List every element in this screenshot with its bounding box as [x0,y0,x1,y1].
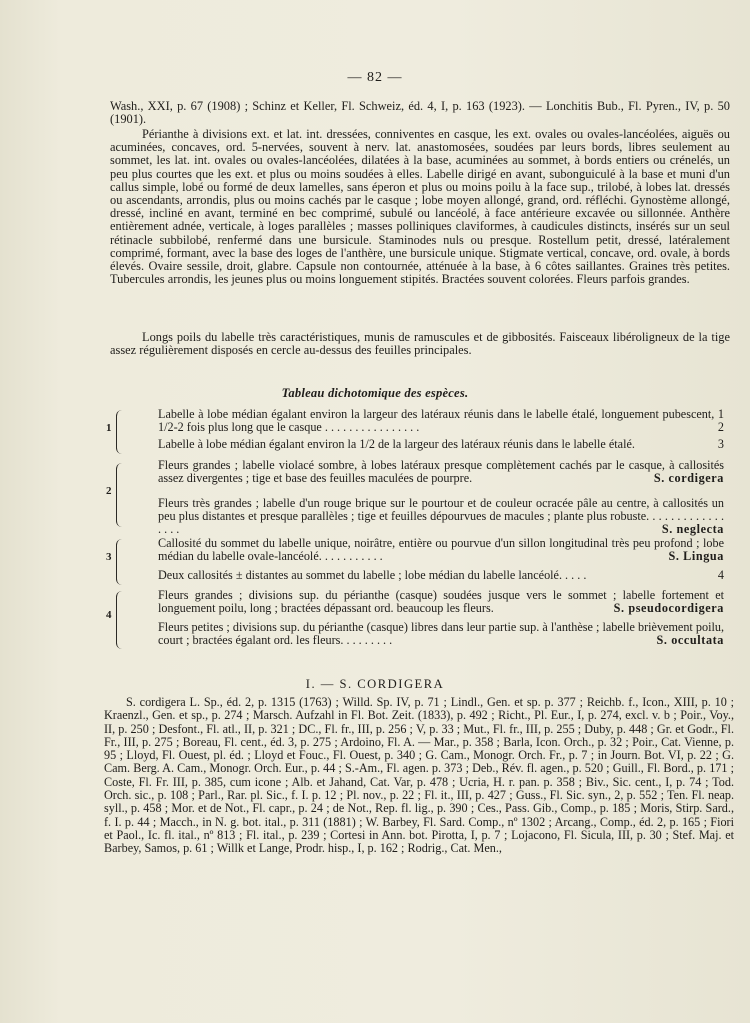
key-brace [116,410,123,454]
key-line [158,569,724,582]
key-brace [116,463,123,527]
key-line [158,497,724,535]
key-line-result: S. cordigera [653,470,724,485]
key-line-result: 2 [717,419,724,434]
key-line-text: Fleurs grandes ; divisions sup. du périanthe (casque) soudées jusque vers le sommet ; labelle fortement et longuement poilu, long ; bractées dépassant ord. beaucoup les fleurs. [158,588,724,615]
genus-description: Périanthe à divisions ext. et lat. int. dressées, conniventes en casque, les ext. ovales ou ovales-lancéolées, aiguës ou acuminées, concaves, ord. 5-nervées, souvent à nerv. lat. anastomosées, soudées par leurs bords, libres seulement au sommet, les lat. int. ovales ou ovales-lancéolées, dilatées à la base, acuminées au sommet, à bords entiers ou crénelés, un peu plus courtes que les ext. et plus ou moins soudées à elles. Labelle dirigé en avant, subonguiculé à la base et muni d'un callus simple, lobé ou formé de deux lamelles, sans éperon et plus ou moins poilu à la face sup., trilobé, à lobes lat. dressés ou ascendants, arrondis, plus ou moins cachés par le casque ; lobe moyen allongé, grand, ord. réfléchi. Gynostème allongé, dressé, incliné en avant, terminé en bec comprimé, subulé ou lancéolé, à face antérieure excavée ou sillonnée. Anthère entièrement adnée, verticale, à loges parallèles ; masses polliniques claviformes, à caudicules distincts, insérés sur un seul rétinacle subbilobé, renfermé dans une bursicule. Staminodes nuls ou presque. Rostellum petit, dressé, latéralement comprimé, formant, avec la base des loges de l'anthère, une bursicule unique. Stigmate vertical, concave, ord. ovale, à bords élevés. Ovaire sessile, droit, glabre. Capsule non contournée, atténuée à la base, à 6 côtes saillantes. Graines très petites. Tubercules arrondis, les jeunes plus ou moins longuement stipités. Bractées souvent colorées. Fleurs parfois grandes. [110,128,730,287]
key-line [158,438,724,451]
key-brace [116,539,123,585]
species-bibliography: S. cordigera L. Sp., éd. 2, p. 1315 (1763) ; Willd. Sp. IV, p. 71 ; Lindl., Gen. et sp. p. 377 ; Reichb. f., Icon., XIII, p. 10 ; Kraenzl., Gen. et sp., p. 274 ; Marsch. Aufzahl in Fl. Bot. Zeit. (1833), p. 492 ; Richt., Pl. Eur., I, p. 274, excl. v. b ; Poir., Voy., II, p. 250 ; Desfont., Fl. atl., II, p. 321 ; DC., Fl. fr., III, p. 256 ; V, p. 33 ; Mut., Fl. fr., III, p. 255 ; Duby, p. 448 ; Gr. et Godr., Fl. Fr., III, p. 275 ; Boreau, Fl. cent., éd. 3, p. 275 ; Ardoino, Fl. A. — Mar., p. 358 ; Barla, Icon. Orch., p. 32 ; Poir., Cat. Vienne, p. 95 ; Lloyd, Fl. Ouest, pl. éd. ; Lloyd et Fouc., Fl. Ouest, p. 340 ; G. Cam., Monogr. Orch. Fr., p. 7 ; in Journ. Bot. VI, p. 22 ; G. Cam. Berg. A. Cam., Monogr. Orch. Eur., p. 44 ; S.-Am., Fl. agen. p. 373 ; Deb., Rév. fl. agen., p. 520 ; Guill., Fl. Bord., p. 171 ; Coste, Fl. Fr. III, p. 385, cum icone ; Alb. et Jahand, Cat. Var, p. 478 ; Ucria, H. r. pan. p. 358 ; Biv., Sic. cent., I, p. 74 ; Tod. Orch. sic., p. 108 ; Parl., Rar. pl. Sic., f. I. p. 12 ; Pl. nov., p. 22 ; Fl. it., III, p. 427 ; Guss., Fl. Sic. syn., 2, p. 552 ; Ten. Fl. neap. syll., p. 458 ; Mor. et de Not., Fl. capr., p. 24 ; de Not., Rep. fl. lig., p. 390 ; Ces., Pass. Gib., Comp., p. 185 ; Moris, Stirp. Sard., f. I. p. 44 ; Macch., in N. g. bot. ital., p. 311 (1881) ; W. Barbey, Fl. Sard. Comp., nº 1302 ; Arcang., Comp., éd. 2, p. 165 ; Fiori et Paol., Ic. fl. ital., nº 813 ; Fl. ital., p. 239 ; Cortesi in Ann. bot. Pirotta, I, p. 7 ; Lojacono, Fl. Sicula, III, p. 30 ; Stef. Maj. et Barbey, Samos, p. 61 ; Willk et Lange, Prodr. hisp., I, p. 162 ; Rodrig., Cat. Men., [104,696,734,856]
key-line [158,408,724,434]
key-line-result: 3 [717,437,724,451]
key-couplet-4 [100,589,740,657]
page-number: — 82 — [347,70,403,85]
key-line-text: Fleurs grandes ; labelle violacé sombre, à lobes latéraux presque complètement cachés par le casque, à callosités assez divergentes ; tige et base des feuilles maculées de pourpre. [158,458,724,485]
key-line [158,459,724,485]
key-title: Tableau dichotomique des espèces. [281,386,469,400]
key-line-text: Callosité du sommet du labelle unique, noirâtre, entière ou pourvue d'un sillon longitudinal très peu profond ; lobe médian du labelle ovale-lancéolé. . . . . . . . . . . [158,536,724,563]
key-number: 3 [106,551,112,563]
key-couplet-1 [100,408,740,458]
key-line-result: S. Lingua [668,548,724,563]
key-line [158,589,724,615]
key-number: 1 [106,422,112,434]
section-title: I. — S. CORDIGERA [305,677,445,691]
key-couplet-3 [100,537,740,587]
key-couplet-2 [100,459,740,537]
key-line-text: Fleurs très grandes ; labelle d'un rouge brique sur le pourtour et de couleur ocracée pâle au centre, à callosités un peu plus distantes et presque parallèles ; tige et feuilles dépourvues de macules ; plante plus robuste. . . . . . . . . . . . . . . . . [158,496,724,536]
key-line-result: S. occultata [656,632,724,647]
key-line-text: Labelle à lobe médian égalant environ la 1/2 de la largeur des latéraux réunis dans le labelle étalé. [158,437,635,451]
key-number: 4 [106,609,112,621]
key-line [158,621,724,647]
key-line [158,537,724,563]
key-line-text: Fleurs petites ; divisions sup. du périanthe (casque) libres dans leur partie sup. à l'anthèse ; labelle brièvement poilu, court ; bractées égalant ord. les fleurs. . . . . . . . . [158,620,724,647]
top-reference: Wash., XXI, p. 67 (1908) ; Schinz et Keller, Fl. Schweiz, éd. 4, I, p. 163 (1923). — Lonchitis Bub., Fl. Pyren., IV, p. 50 (1901). [110,99,730,127]
key-number: 2 [106,485,112,497]
key-line-text: Deux callosités ± distantes au sommet du labelle ; lobe médian du labelle lancéolé. . . . . [158,568,587,582]
genus-note: Longs poils du labelle très caractéristiques, munis de ramuscules et de gibbosités. Faisceaux libéroligneux de la tige assez régulièrement disposés en cercle au-dessus des feuilles principales. [110,330,730,358]
key-line-result: S. pseudocordigera [613,600,724,615]
key-line-text: Labelle à lobe médian égalant environ la largeur des latéraux réunis dans le labelle étalé, longuement pubescent, 1 1/2-2 fois plus long que le casque . . . . . . . . . . . . . . . . [158,407,724,434]
key-line-result: S. neglecta [661,521,724,536]
key-brace [116,591,123,649]
key-line-result: 4 [717,568,724,582]
